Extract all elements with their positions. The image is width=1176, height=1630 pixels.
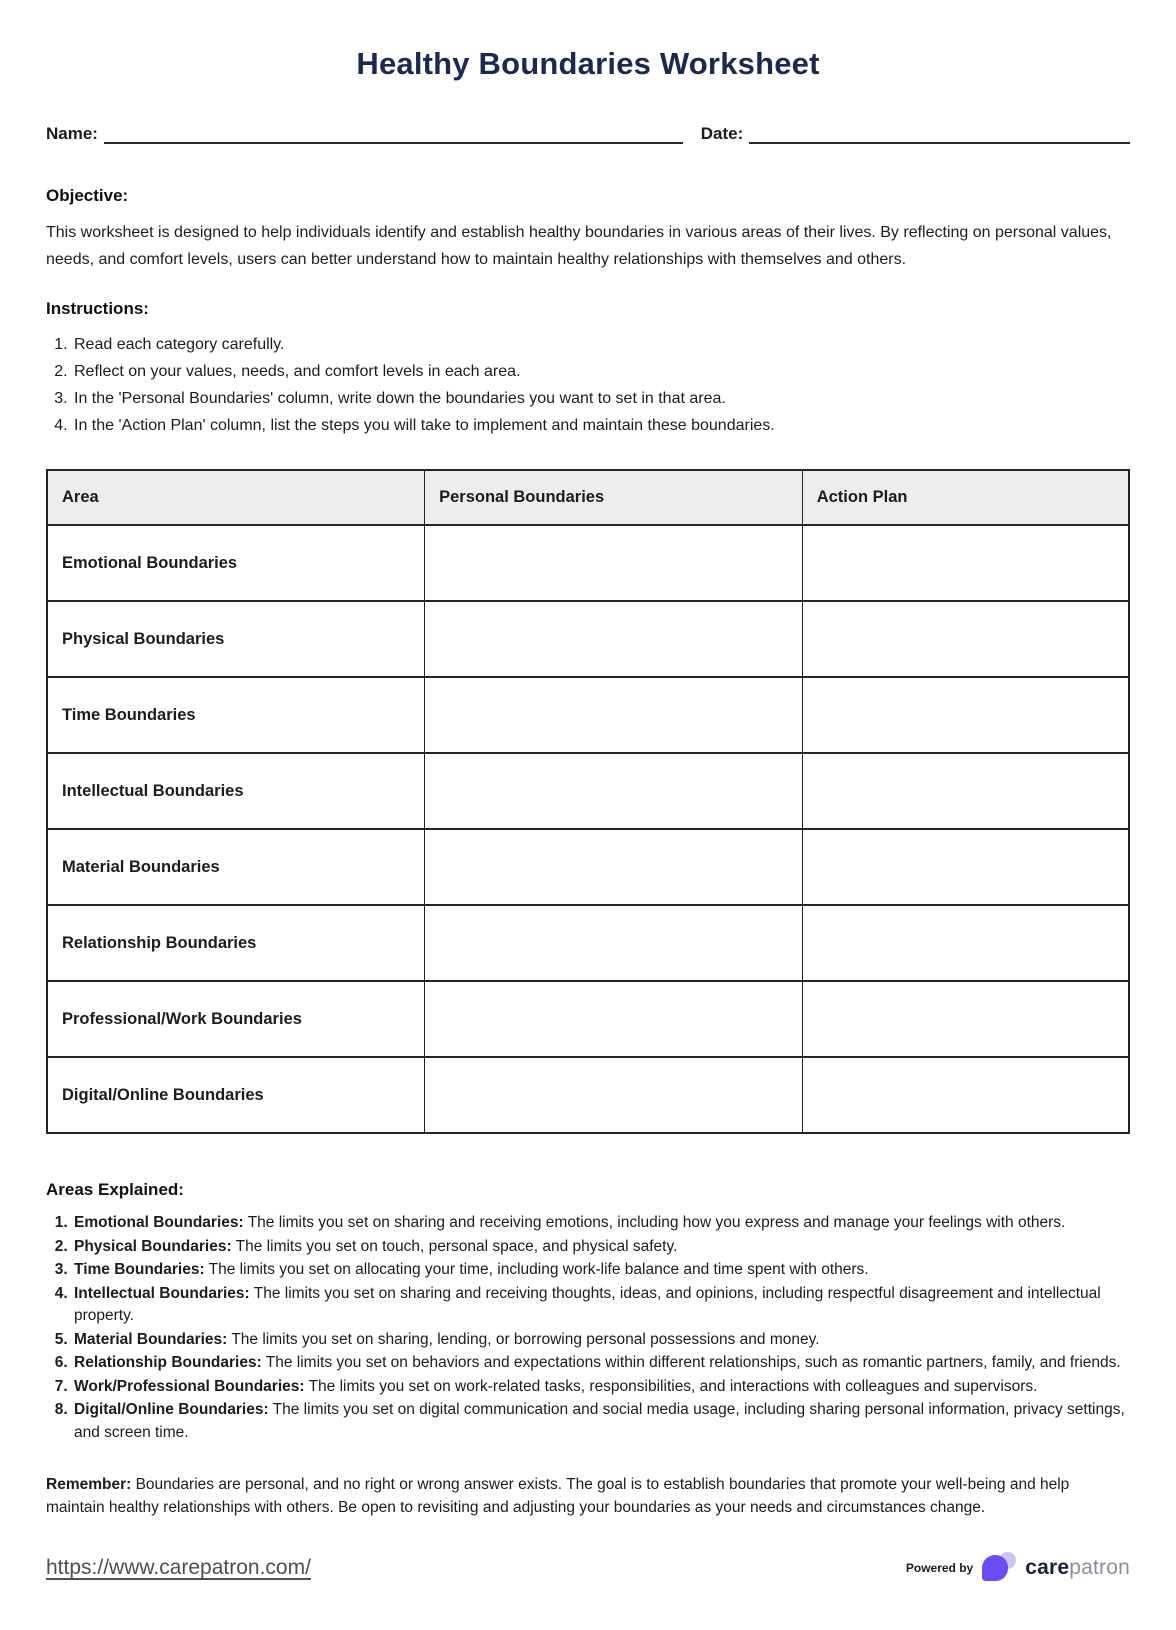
area-definition: The limits you set on sharing and receiving emotions, including how you express and manage your feelings with others. bbox=[247, 1214, 1066, 1231]
area-label: Professional/Work Boundaries bbox=[47, 981, 425, 1057]
brand-care: care bbox=[1025, 1556, 1070, 1579]
area-term: Time Boundaries: bbox=[74, 1261, 205, 1278]
table-row bbox=[47, 829, 1129, 905]
table-row bbox=[47, 601, 1129, 677]
date-field[interactable] bbox=[749, 122, 1130, 144]
area-explanation bbox=[72, 1236, 1130, 1259]
personal-boundaries-cell[interactable] bbox=[425, 905, 803, 981]
area-label: Digital/Online Boundaries bbox=[47, 1057, 425, 1133]
area-explanation bbox=[72, 1212, 1130, 1235]
area-explanation bbox=[72, 1259, 1130, 1282]
action-plan-cell[interactable] bbox=[802, 601, 1129, 677]
page-footer bbox=[46, 1552, 1130, 1584]
area-term: Digital/Online Boundaries: bbox=[74, 1401, 269, 1418]
area-term: Relationship Boundaries: bbox=[74, 1354, 262, 1371]
personal-boundaries-cell[interactable] bbox=[425, 829, 803, 905]
area-explanation bbox=[72, 1399, 1130, 1444]
areas-explained-list bbox=[46, 1212, 1130, 1444]
remember-label: Remember: bbox=[46, 1476, 132, 1493]
carepatron-link[interactable]: https://www.carepatron.com/ bbox=[46, 1556, 311, 1579]
powered-by-label: Powered by bbox=[905, 1561, 974, 1575]
logo-blob-shape bbox=[982, 1555, 1008, 1581]
area-label: Material Boundaries bbox=[47, 829, 425, 905]
personal-boundaries-cell[interactable] bbox=[425, 677, 803, 753]
boundaries-table bbox=[46, 469, 1130, 1134]
remember-text: Boundaries are personal, and no right or wrong answer exists. The goal is to establish boundaries that promote your well-being and help maintain healthy relationships with others. Be open to revisiting and adjusting your boundaries as your needs and circumstances change. bbox=[46, 1476, 1070, 1516]
personal-boundaries-cell[interactable] bbox=[425, 981, 803, 1057]
column-header-action-plan: Action Plan bbox=[802, 470, 1129, 525]
table-row bbox=[47, 753, 1129, 829]
area-definition: The limits you set on behaviors and expectations within different relationships, such as romantic partners, family, and friends. bbox=[265, 1354, 1121, 1371]
area-definition: The limits you set on allocating your time, including work-life balance and time spent with others. bbox=[208, 1261, 869, 1278]
instruction-item: 1. Read each category carefully. bbox=[72, 331, 1130, 358]
action-plan-cell[interactable] bbox=[802, 677, 1129, 753]
brand-wordmark bbox=[1025, 1556, 1130, 1580]
date-label: Date: bbox=[700, 124, 744, 143]
area-label: Emotional Boundaries bbox=[47, 525, 425, 601]
name-field[interactable] bbox=[104, 122, 683, 144]
table-row bbox=[47, 525, 1129, 601]
area-term: Physical Boundaries: bbox=[74, 1237, 232, 1255]
instruction-item: 3. In the 'Personal Boundaries' column, write down the boundaries you want to set in that area. bbox=[72, 385, 1130, 412]
personal-boundaries-cell[interactable] bbox=[425, 601, 803, 677]
table-header-row bbox=[47, 470, 1129, 525]
instructions-list bbox=[46, 331, 1130, 439]
area-definition: The limits you set on touch, personal space, and physical safety. bbox=[235, 1237, 678, 1255]
carepatron-logo-icon bbox=[982, 1552, 1016, 1584]
instructions-heading: Instructions: bbox=[46, 299, 149, 318]
action-plan-cell[interactable] bbox=[802, 525, 1129, 601]
brand-patron: patron bbox=[1069, 1556, 1130, 1579]
area-label: Intellectual Boundaries bbox=[47, 753, 425, 829]
area-term: Work/Professional Boundaries: bbox=[74, 1377, 305, 1395]
area-label: Physical Boundaries bbox=[47, 601, 425, 677]
areas-explained-heading: Areas Explained: bbox=[46, 1180, 184, 1199]
area-definition: The limits you set on work-related tasks, responsibilities, and interactions with colleagues and supervisors. bbox=[308, 1377, 1038, 1395]
area-explanation bbox=[72, 1283, 1130, 1328]
table-row bbox=[47, 1057, 1129, 1133]
area-term: Intellectual Boundaries: bbox=[74, 1284, 250, 1302]
name-label: Name: bbox=[46, 124, 98, 143]
personal-boundaries-cell[interactable] bbox=[425, 525, 803, 601]
objective-heading: Objective: bbox=[46, 186, 129, 205]
instruction-item: 4. In the 'Action Plan' column, list the steps you will take to implement and maintain these boundaries. bbox=[72, 412, 1130, 439]
area-definition: The limits you set on sharing and receiving thoughts, ideas, and opinions, including respectful disagreement and intellectual property. bbox=[74, 1284, 1101, 1324]
action-plan-cell[interactable] bbox=[802, 829, 1129, 905]
area-label: Relationship Boundaries bbox=[47, 905, 425, 981]
area-term: Emotional Boundaries: bbox=[74, 1214, 244, 1231]
action-plan-cell[interactable] bbox=[802, 1057, 1129, 1133]
powered-by-group bbox=[906, 1552, 1130, 1584]
instruction-item: 2. Reflect on your values, needs, and comfort levels in each area. bbox=[72, 358, 1130, 385]
name-date-row bbox=[46, 122, 1130, 144]
action-plan-cell[interactable] bbox=[802, 981, 1129, 1057]
table-row bbox=[47, 677, 1129, 753]
personal-boundaries-cell[interactable] bbox=[425, 753, 803, 829]
area-explanation bbox=[72, 1376, 1130, 1399]
page-title: Healthy Boundaries Worksheet bbox=[356, 46, 820, 81]
area-explanation bbox=[72, 1329, 1130, 1352]
area-explanation bbox=[72, 1352, 1130, 1375]
column-header-personal-boundaries: Personal Boundaries bbox=[425, 470, 803, 525]
action-plan-cell[interactable] bbox=[802, 753, 1129, 829]
objective-text: This worksheet is designed to help individuals identify and establish healthy boundaries in various areas of their lives. By reflecting on personal values, needs, and comfort levels, users can better understand how to maintain healthy relationships with themselves and others. bbox=[46, 224, 1112, 268]
remember-note bbox=[46, 1474, 1130, 1519]
area-label: Time Boundaries bbox=[47, 677, 425, 753]
table-row bbox=[47, 981, 1129, 1057]
action-plan-cell[interactable] bbox=[802, 905, 1129, 981]
area-definition: The limits you set on sharing, lending, or borrowing personal possessions and money. bbox=[231, 1330, 820, 1348]
column-header-area: Area bbox=[47, 470, 425, 525]
personal-boundaries-cell[interactable] bbox=[425, 1057, 803, 1133]
area-term: Material Boundaries: bbox=[74, 1330, 228, 1348]
area-definition: The limits you set on digital communication and social media usage, including sharing personal information, privacy settings, and screen time. bbox=[74, 1401, 1125, 1441]
table-row bbox=[47, 905, 1129, 981]
